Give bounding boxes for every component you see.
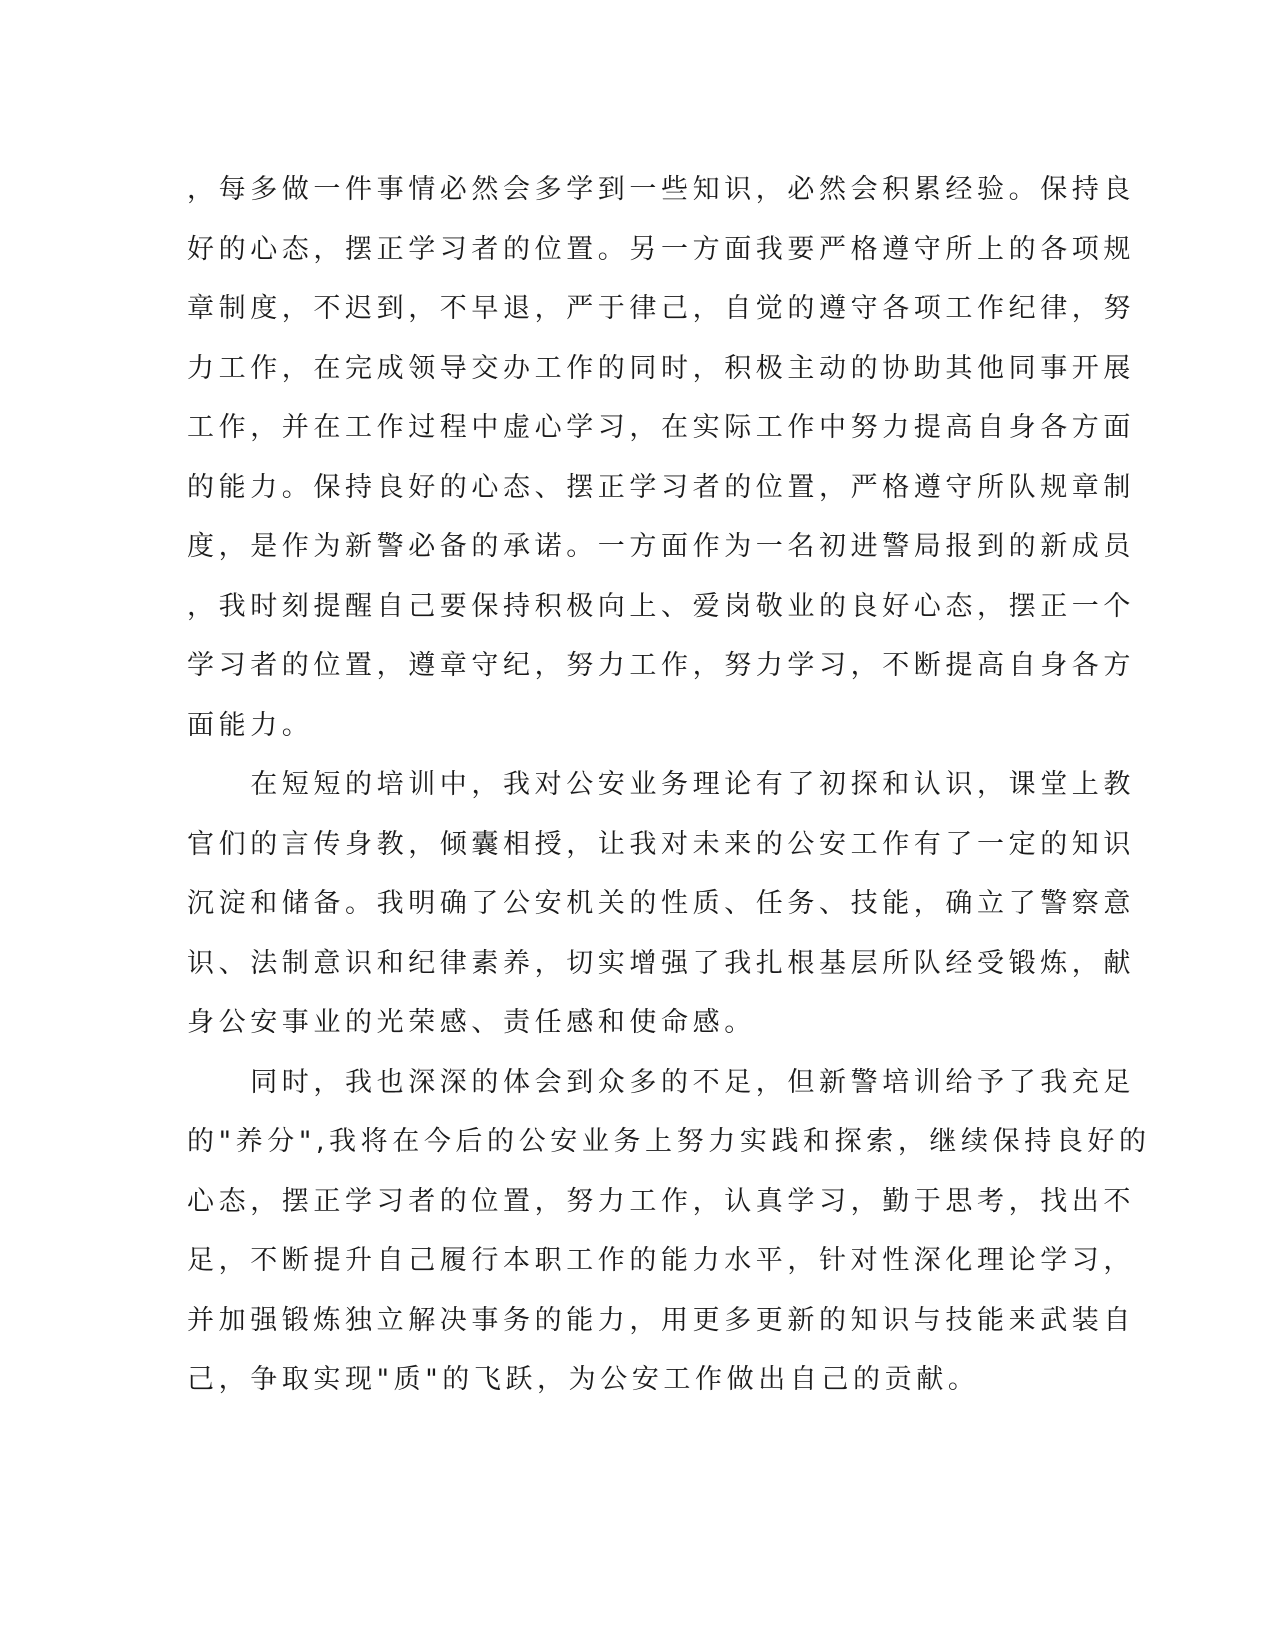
paragraph-start-line: 同时，我也深深的体会到众多的不足，但新警培训给予了我充足 [187,1066,1135,1098]
text-line: 度，是作为新警必备的承诺。一方面作为一名初进警局报到的新成员 [187,531,1135,562]
text-line: 己，争取实现"质"的飞跃，为公安工作做出自己的贡献。 [187,1364,980,1395]
body-text [187,160,1151,1410]
text-line: 学习者的位置，遵章守纪，努力工作，努力学习，不断提高自身各方 [187,650,1135,681]
text-line: 心态，摆正学习者的位置，努力工作，认真学习，勤于思考，找出不 [187,1185,1135,1217]
text-line: 并加强锻炼独立解决事务的能力，用更多更新的知识与技能来武装自 [187,1304,1135,1336]
text-line: 力工作，在完成领导交办工作的同时，积极主动的协助其他同事开展 [187,352,1135,384]
text-line: ，我时刻提醒自己要保持积极向上、爱岗敬业的良好心态，摆正一个 [187,590,1135,622]
text-line: 沉淀和储备。我明确了公安机关的性质、任务、技能，确立了警察意 [187,888,1135,919]
text-line: 好的心态，摆正学习者的位置。另一方面我要严格遵守所上的各项规 [187,233,1135,265]
text-line: 的能力。保持良好的心态、摆正学习者的位置，严格遵守所队规章制 [187,471,1135,503]
text-line: 的"养分",我将在今后的公安业务上努力实践和探索，继续保持良好的 [187,1126,1151,1157]
text-line: 官们的言传身教，倾囊相授，让我对未来的公安工作有了一定的知识 [187,828,1135,860]
paragraph-start-line: 在短短的培训中，我对公安业务理论有了初探和认识，课堂上教 [187,769,1135,800]
text-line: 识、法制意识和纪律素养，切实增强了我扎根基层所队经受锻炼，献 [187,947,1135,979]
text-line: 章制度，不迟到，不早退，严于律己，自觉的遵守各项工作纪律，努 [187,293,1135,324]
text-line: 足，不断提升自己履行本职工作的能力水平，针对性深化理论学习， [187,1245,1135,1276]
text-line: 身公安事业的光荣感、责任感和使命感。 [187,1007,756,1038]
text-line: ，每多做一件事情必然会多学到一些知识，必然会积累经验。保持良 [187,174,1135,205]
text-line: 面能力。 [187,709,314,741]
text-line: 工作，并在工作过程中虚心学习，在实际工作中努力提高自身各方面 [187,412,1135,443]
